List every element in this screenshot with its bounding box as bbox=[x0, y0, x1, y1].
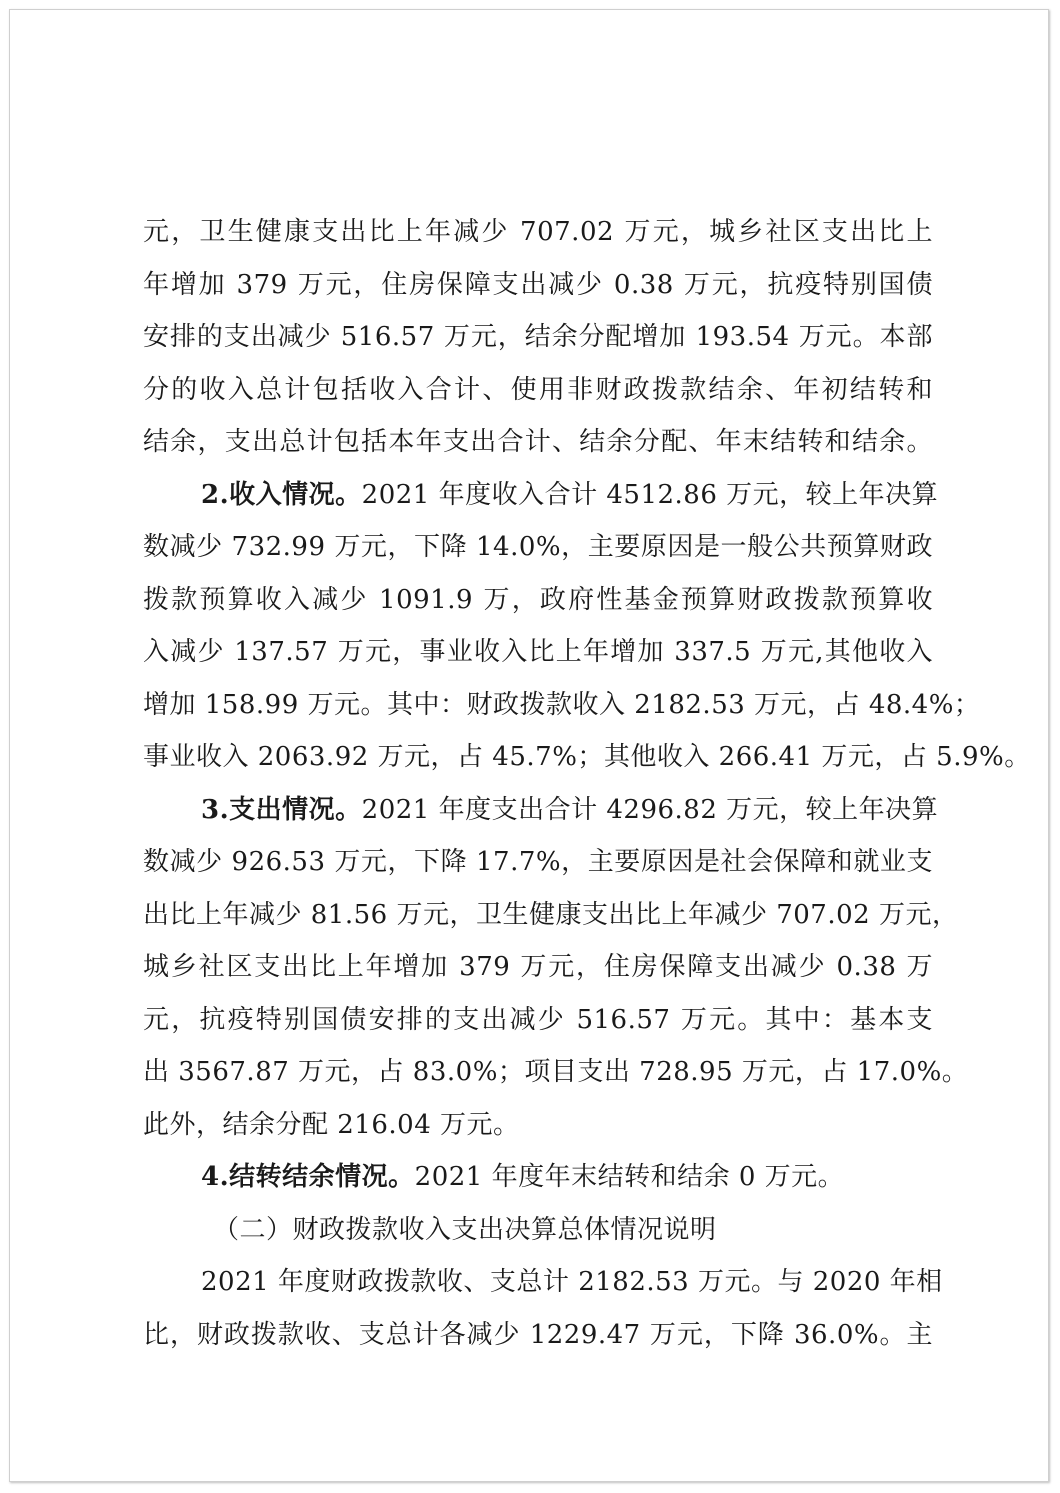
income-section-first-line bbox=[143, 469, 939, 522]
paragraph-line: 2021 年度财政拨款收、支总计 2182.53 万元。与 2020 年相 bbox=[201, 1267, 943, 1297]
paragraph-line: 分的收入总计包括收入合计、使用非财政拨款结余、年初结转和 bbox=[143, 374, 933, 405]
carryover-section-line bbox=[143, 1151, 933, 1204]
paragraph-line: 拨款预算收入减少 1091.9 万，政府性基金预算财政拨款预算收 bbox=[143, 584, 933, 615]
paragraph-line: 比，财政拨款收、支总计各减少 1229.47 万元，下降 36.0%。主 bbox=[143, 1319, 933, 1350]
document-body bbox=[143, 206, 1031, 1361]
section-subheading: （二）财政拨款收入支出决算总体情况说明 bbox=[213, 1214, 717, 1245]
document-page bbox=[9, 9, 1049, 1482]
paragraph-line: 城乡社区支出比上年增加 379 万元，住房保障支出减少 0.38 万 bbox=[143, 952, 933, 982]
paragraph-line: 出 3567.87 万元，占 83.0%；项目支出 728.95 万元，占 17.0%。 bbox=[143, 1057, 969, 1087]
paragraph-line: 结余，支出总计包括本年支出合计、结余分配、年末结转和结余。 bbox=[143, 427, 933, 457]
paragraph-line: 出比上年减少 81.56 万元，卫生健康支出比上年减少 707.02 万元， bbox=[143, 899, 959, 930]
paragraph-line: 此外，结余分配 216.04 万元。 bbox=[143, 1109, 520, 1140]
expenditure-section-first-line bbox=[143, 784, 939, 837]
carryover-section-heading: 4.结转结余情况。 bbox=[201, 1162, 415, 1192]
paragraph-line: 增加 158.99 万元。其中：财政拨款收入 2182.53 万元，占 48.4%； bbox=[143, 689, 981, 720]
paragraph-text: 2021 年度年末结转和结余 0 万元。 bbox=[414, 1162, 845, 1192]
paragraph-line: 数减少 732.99 万元，下降 14.0%，主要原因是一般公共预算财政 bbox=[143, 532, 933, 562]
paragraph-line: 安排的支出减少 516.57 万元，结余分配增加 193.54 万元。本部 bbox=[143, 322, 933, 352]
paragraph-line: 数减少 926.53 万元，下降 17.7%，主要原因是社会保障和就业支 bbox=[143, 847, 933, 877]
paragraph-text: 2021 年度支出合计 4296.82 万元，较上年决算 bbox=[361, 794, 939, 825]
paragraph-line: 事业收入 2063.92 万元，占 45.7%；其他收入 266.41 万元，占 5.9%。 bbox=[143, 742, 1031, 772]
income-section-heading: 2.收入情况。 bbox=[201, 479, 362, 510]
paragraph-line: 元，抗疫特别国债安排的支出减少 516.57 万元。其中：基本支 bbox=[143, 1004, 933, 1035]
paragraph-text: 2021 年度收入合计 4512.86 万元，较上年决算 bbox=[361, 479, 939, 510]
paragraph-line: 入减少 137.57 万元，事业收入比上年增加 337.5 万元,其他收入 bbox=[143, 637, 933, 667]
paragraph-line: 年增加 379 万元，住房保障支出减少 0.38 万元，抗疫特别国债 bbox=[143, 269, 933, 300]
paragraph-line: 元，卫生健康支出比上年减少 707.02 万元，城乡社区支出比上 bbox=[143, 217, 933, 247]
expenditure-section-heading: 3.支出情况。 bbox=[201, 794, 362, 825]
